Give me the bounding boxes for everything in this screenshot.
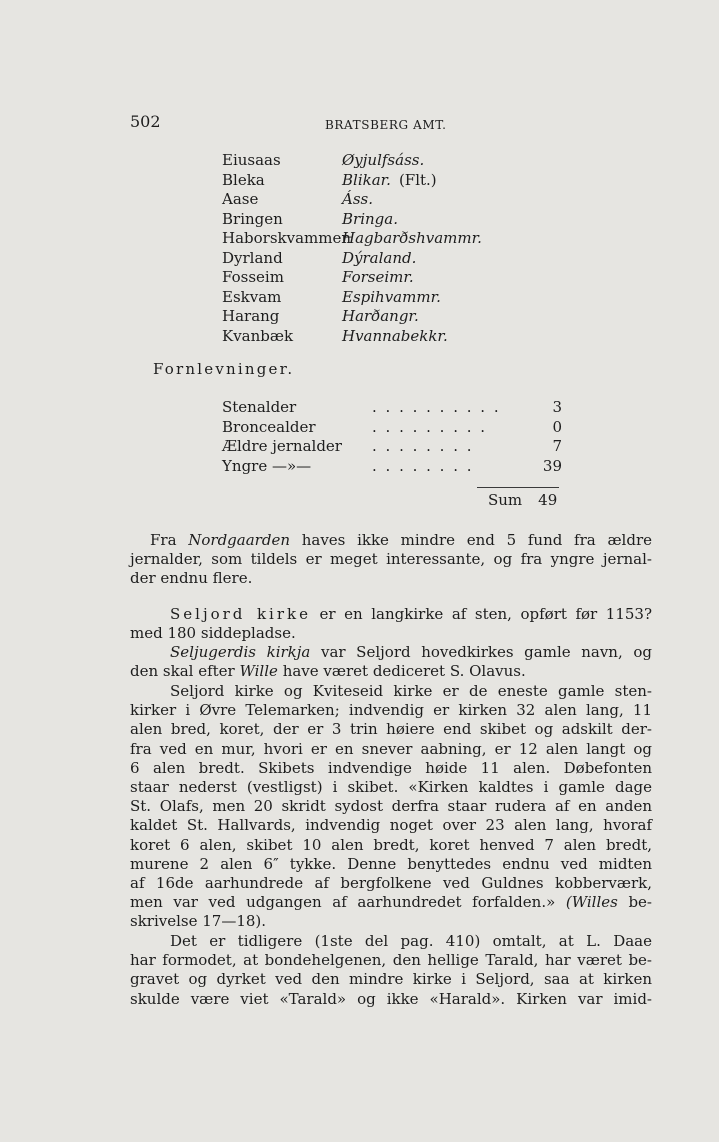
farm-name: Bleka — [222, 170, 265, 189]
text-line — [130, 893, 652, 912]
leader-dots: . . . . . . . . — [372, 456, 474, 475]
farm-old-name: Harðangr. — [342, 307, 419, 325]
farm-old-name: Bringa. — [342, 209, 398, 228]
farm-name: Aase — [222, 190, 259, 208]
farm-row — [222, 229, 482, 249]
text-line: skulde være viet «Tarald» og ikke «Harald». Kirken var imid- — [130, 989, 652, 1008]
finds-row — [222, 437, 562, 457]
text-run: Fra — [150, 531, 189, 549]
running-head: BRATSBERG AMT. — [325, 118, 447, 132]
text-line: har formodet, at bondehelgenen, den hellige Tarald, har været be- — [130, 951, 652, 970]
farm-reference: Nordgaarden — [188, 531, 290, 549]
farm-name: Harang — [222, 307, 280, 325]
farm-old-name: Dýraland. — [342, 248, 417, 267]
farm-row — [222, 307, 482, 327]
paragraph-seljugerdis — [130, 643, 652, 681]
text-line: koret 6 alen, skibet 10 alen bredt, koret henved 7 alen bredt, — [130, 835, 652, 854]
farm-name: Kvanbæk — [222, 326, 294, 345]
text-line — [130, 531, 652, 550]
text-line: skrivelse 17—18). — [130, 912, 267, 931]
text-run: be- — [617, 893, 652, 912]
text-run: er en langkirke af sten, opført før 1153? — [311, 605, 652, 623]
text-line: fra ved en mur, hvori er en snever aabning, er 12 alen langt og — [130, 739, 652, 758]
find-count: 3 — [552, 398, 562, 416]
paragraph-church-description — [130, 682, 652, 931]
sum-row — [488, 491, 557, 509]
text-line — [130, 605, 652, 624]
text-line: kaldet St. Hallvards, indvendig noget over 23 alen lang, hvoraf — [130, 816, 652, 835]
farm-old-name: Øyjulfsáss. — [342, 151, 425, 169]
text-line: jernalder, som tildels er meget interessante, og fra yngre jernal- — [130, 550, 652, 569]
farm-old-name: Espihvammr. — [342, 287, 441, 306]
author-reference: (Willes — [565, 893, 618, 912]
find-count: 39 — [542, 456, 562, 475]
farm-name-table — [222, 151, 482, 346]
page-number: 502 — [130, 112, 161, 131]
finds-row — [222, 398, 562, 418]
farm-old-name: Áss. — [342, 190, 373, 208]
text-line: kirker i Øvre Telemarken; indvendig er kirken 32 alen lang, 11 — [130, 701, 652, 720]
paragraph-tarald — [130, 932, 652, 1009]
period-label: Broncealder — [222, 417, 316, 436]
farm-old-name: Hagbarðshvammr. — [342, 229, 482, 247]
farm-row — [222, 171, 482, 191]
farm-old-name: Hvannabekkr. — [342, 326, 448, 345]
farm-name: Dyrland — [222, 248, 283, 267]
paragraph-nordgaarden — [130, 531, 652, 589]
text-line: der endnu flere. — [130, 569, 253, 588]
text-line: murene 2 alen 6″ tykke. Denne benyttedes endnu ved midten — [130, 854, 652, 873]
text-line: alen bred, koret, der er 3 trin høiere end skibet og adskilt der- — [130, 720, 652, 739]
farm-row — [222, 249, 482, 269]
farm-note: (Flt.) — [398, 170, 437, 189]
farm-old-name: Forseimr. — [342, 268, 414, 286]
sum-value: 49 — [538, 491, 558, 509]
finds-table — [222, 398, 562, 476]
text-run: var Seljord hovedkirkes gamle navn, og — [310, 643, 652, 661]
farm-row — [222, 210, 482, 230]
text-run: den skal efter — [130, 662, 240, 681]
text-line: med 180 siddepladse. — [130, 624, 296, 643]
period-label: Ældre jernalder — [222, 437, 342, 455]
leader-dots: . . . . . . . . — [372, 437, 474, 455]
paragraph-seljord-kirke — [130, 605, 652, 643]
farm-name: Bringen — [222, 209, 283, 228]
text-line — [130, 662, 652, 681]
sum-rule — [477, 487, 559, 488]
text-line: af 16de aarhundrede af bergfolkene ved Guldnes kobberværk, — [130, 873, 652, 892]
church-name: Seljord kirke — [170, 605, 311, 623]
sum-label: Sum — [488, 491, 523, 509]
farm-row — [222, 268, 482, 288]
finds-row — [222, 457, 562, 477]
text-line: Det er tidligere (1ste del pag. 410) omtalt, at L. Daae — [170, 932, 652, 950]
farm-row — [222, 151, 482, 171]
farm-row — [222, 288, 482, 308]
farm-name: Haborskvammen — [222, 229, 352, 247]
text-line: Seljord kirke og Kviteseid kirke er de eneste gamle sten- — [170, 682, 652, 700]
period-label: Stenalder — [222, 398, 297, 416]
text-line — [130, 643, 652, 662]
period-label: Yngre —»— — [222, 456, 312, 475]
author-reference: Wille — [239, 662, 278, 681]
farm-row — [222, 327, 482, 347]
text-line: gravet og dyrket ved den mindre kirke i Seljord, saa at kirken — [130, 970, 652, 989]
text-line: St. Olafs, men 20 skridt sydost derfra staar rudera af en anden — [130, 797, 652, 816]
find-count: 7 — [552, 437, 562, 455]
text-run: men var ved udgangen af aarhundredet forfalden.» — [130, 893, 566, 912]
text-line: staar nederst (vestligst) i skibet. «Kirken kaldtes i gamle dage — [130, 777, 652, 796]
leader-dots: . . . . . . . . . — [372, 417, 488, 436]
text-run: have været dediceret S. Olavus. — [277, 662, 526, 681]
farm-name: Eiusaas — [222, 151, 281, 169]
section-heading-fornlevninger: Fornlevninger. — [153, 360, 295, 378]
finds-row — [222, 418, 562, 438]
text-line: 6 alen bredt. Skibets indvendige høide 11 alen. Døbefonten — [130, 758, 652, 777]
leader-dots: . . . . . . . . . . — [372, 398, 501, 416]
farm-name: Eskvam — [222, 287, 282, 306]
text-run: haves ikke mindre end 5 fund fra ældre — [289, 531, 652, 549]
old-name-reference: Seljugerdis kirkja — [170, 643, 311, 661]
find-count: 0 — [552, 417, 562, 436]
farm-row — [222, 190, 482, 210]
farm-old-name: Blikar. — [342, 170, 391, 189]
farm-name: Fosseim — [222, 268, 284, 286]
